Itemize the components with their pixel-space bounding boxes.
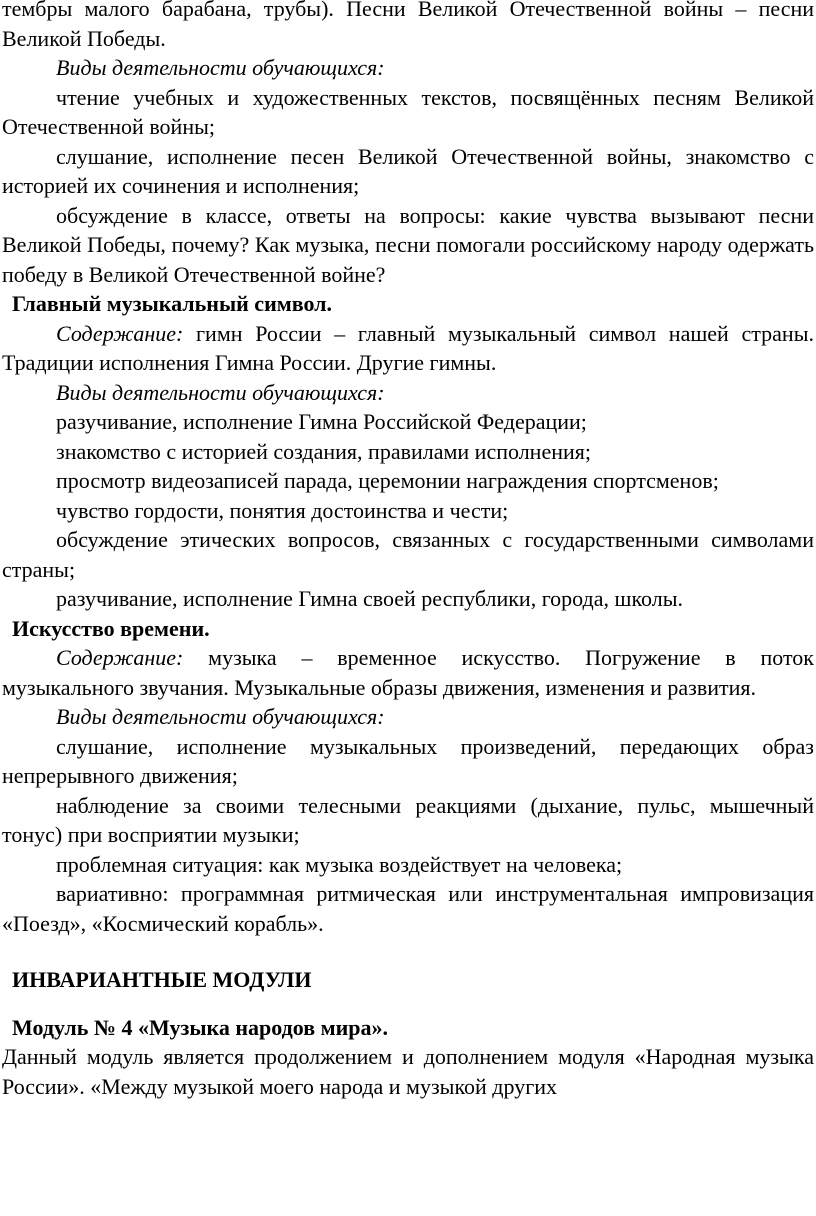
list-item: слушание, исполнение музыкальных произведений, передающих образ непрерывного движения;: [2, 733, 814, 788]
list-item: разучивание, исполнение Гимна своей республики, города, школы.: [56, 586, 683, 611]
paragraph-text: тембры малого барабана, трубы). Песни Великой Отечественной войны – песни Великой Победы.: [2, 0, 814, 51]
list-item: вариативно: программная ритмическая или инструментальная импровизация «Поезд», «Космический корабль».: [2, 881, 814, 936]
list-item: разучивание, исполнение Гимна Российской Федерации;: [56, 409, 587, 434]
content-text: гимн России – главный музыкальный символ нашей страны. Традиции исполнения Гимна России. Другие гимны.: [2, 320, 814, 375]
list-item: просмотр видеозаписей парада, церемонии награждения спортсменов;: [56, 468, 719, 493]
list-item: обсуждение в классе, ответы на вопросы: какие чувства вызывают песни Великой Победы, почему? Как музыка, песни помогали российскому народу одержать победу в Великой Отечественной войне?: [2, 202, 814, 287]
section-heading: Главный музыкальный символ.: [12, 291, 333, 316]
content-text: музыка – временное искусство. Погружение в поток музыкального звучания. Музыкальные образы движения, изменения и развития.: [2, 645, 814, 700]
content-paragraph: [2, 319, 814, 378]
list-item: чувство гордости, понятия достоинства и чести;: [56, 497, 509, 523]
activities-label: Виды деятельности обучающихся:: [56, 379, 385, 405]
content-paragraph: [2, 643, 814, 702]
section-heading: Искусство времени.: [12, 615, 210, 641]
list-item: знакомство с историей создания, правилами исполнения;: [56, 438, 591, 464]
content-label: Содержание:: [56, 645, 184, 670]
list-item: слушание, исполнение песен Великой Отечественной войны, знакомство с историей их сочинения и исполнения;: [2, 143, 814, 198]
list-item: чтение учебных и художественных текстов, посвящённых песням Великой Отечественной войны;: [2, 84, 814, 139]
list-item: обсуждение этических вопросов, связанных с государственными символами страны;: [2, 527, 814, 582]
list-item: проблемная ситуация: как музыка воздействует на человека;: [56, 851, 623, 877]
paragraph-text: Данный модуль является продолжением и дополнением модуля «Народная музыка России». «Между музыкой моего народа и музыкой других: [2, 1044, 814, 1099]
content-label: Содержание:: [56, 320, 184, 346]
module-heading: Модуль № 4 «Музыка народов мира».: [12, 1014, 388, 1040]
list-item: наблюдение за своими телесными реакциями (дыхание, пульс, мышечный тонус) при восприятии музыки;: [2, 792, 814, 847]
module-group-heading: ИНВАРИАНТНЫЕ МОДУЛИ: [12, 967, 312, 992]
activities-label: Виды деятельности обучающихся:: [56, 55, 385, 80]
activities-label: Виды деятельности обучающихся:: [56, 704, 385, 729]
